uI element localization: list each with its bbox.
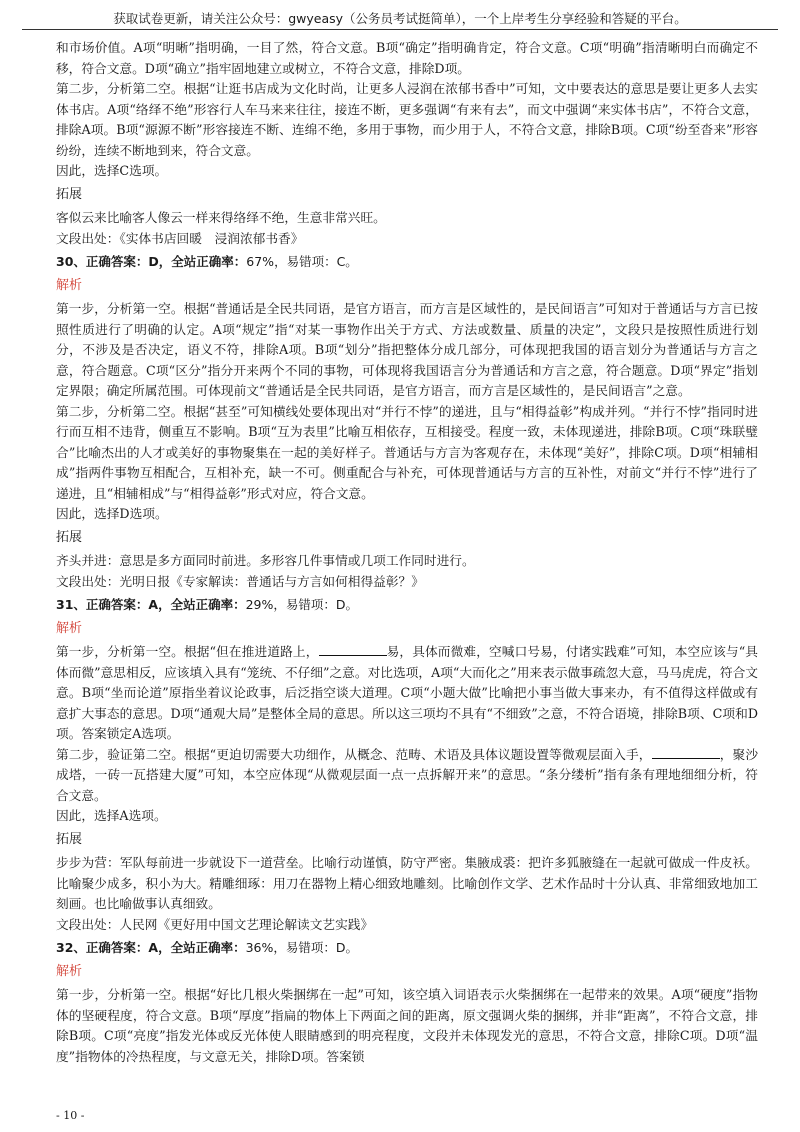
answer-line-32 xyxy=(56,938,758,959)
analysis-heading: 解析 xyxy=(56,620,83,636)
answer-head: 30、正确答案：D，全站正确率： xyxy=(56,254,247,269)
paragraph xyxy=(56,642,758,745)
source-line: 文段出处：人民网《更好用中国文艺理论解读文艺实践》 xyxy=(56,916,374,932)
fill-blank xyxy=(319,643,387,656)
paragraph: 因此，选择A选项。 xyxy=(56,808,167,823)
answer-rest: 29%，易错项：D。 xyxy=(245,597,358,612)
paragraph: 第一步，分析第一空。根据“普通话是全民共同语，是官方语言，而方言是区域性的，是民间语言”可知对于普通话与方言已按照性质进行了明确的认定。A项“规定”指“对某一事物作出关于方式、方法或数量、质量的决定”，文段只是按照性质进行划分，不涉及是否决定，语义不符，排除A项。B项“划分”指把整体分成几部分，可体现把我国的语言划分为普通话与方言之意，符合题意。C项“区分”指分开来两个不同的事物，可体现将我国语言分为普通话和方言之意，符合题意。D项“界定”指划定界限；确定所属范围。可体现前文“普通话是全民共同语，是官方语言，而方言是区域性的，是民间语言”之意。 xyxy=(56,301,758,398)
paragraph: 第二步，分析第二空。根据“甚至”可知横线处要体现出对“并行不悖”的递进，且与“相得益彰”构成并列。“并行不悖”指同时进行而互相不违背，侧重互不影响。B项“互为表里”比喻互相依存，互相接受。程度一致，未体现递进，排除B项。C项“珠联璧合”比喻杰出的人才或美好的事物聚集在一起的美好样子。普通话与方言为客观存在，未体现“美好”，排除C项。D项“相辅相成”指两件事物互相配合，互相补充，缺一不可。侧重配合与补充，可体现普通话与方言的互补性，对前文“并行不悖”进行了递进，且“相辅相成”与“相得益彰”形式对应，符合文意。 xyxy=(56,403,758,501)
text-run: 第一步，分析第一空。根据“但在推进道路上， xyxy=(56,644,319,659)
extension-heading: 拓展 xyxy=(56,529,83,545)
source-line: 文段出处：《实体书店回暖 浸润浓郁书香》 xyxy=(56,230,304,246)
paragraph xyxy=(56,745,758,807)
answer-rest: 36%，易错项：D。 xyxy=(245,940,358,955)
analysis-heading: 解析 xyxy=(56,963,83,979)
extension-body: 步步为营：军队每前进一步就设下一道营垒。比喻行动谨慎，防守严密。集腋成裘：把许多狐腋缝在一起就可做成一件皮袄。比喻聚少成多，积小为大。精雕细琢：用刀在器物上精心细致地雕刻。比喻创作文学、艺术作品时十分认真、非常细致地加工刻画。也比喻做事认真细致。 xyxy=(56,855,758,911)
extension-body: 客似云来比喻客人像云一样来得络绎不绝，生意非常兴旺。 xyxy=(56,210,386,225)
page-number: - 10 - xyxy=(56,1109,85,1122)
text-run: 第二步，验证第二空。根据“更迫切需要大功细作，从概念、范畴、术语及具体议题设置等微观层面入手， xyxy=(56,746,652,762)
answer-rest: 67%，易错项：C。 xyxy=(246,254,358,269)
paragraph: 第一步，分析第一空。根据“好比几根火柴捆绑在一起”可知，该空填入词语表示火柴捆绑在一起带来的效果。A项“硬度”指物体的坚硬程度，符合文意。B项“厚度”指扁的物体上下两面之间的距离，原文强调火柴的捆绑，并非“距离”，不符合文意，排除B项。C项“亮度”指发光体或反光体使人眼睛感到的明亮程度，文段并未体现发光的意思，不符合文意，排除C项。D项“温度”指物体的冷热程度，与文意无关，排除D项。答案锁 xyxy=(56,987,758,1064)
answer-line-30 xyxy=(56,252,758,273)
text-run: ，聚沙成塔，一砖一瓦搭建大厦”可知，本空应体现“从微观层面一点一点拆解开来”的意思。“条分缕析”指有条有理地细细分析，符合文意。 xyxy=(56,746,759,803)
extension-body: 齐头并进：意思是多方面同时前进。多形容几件事情或几项工作同时进行。 xyxy=(56,553,475,568)
source-line: 文段出处：光明日报《专家解读：普通话与方言如何相得益彰？》 xyxy=(56,573,424,589)
page-header xyxy=(0,0,800,32)
text-run: 易，具体而微难，空喊口号易，付诸实践难”可知，本空应该与“具体而微”意思相反，应该填入具有“笼统、不仔细”之意。对比选项，A项“大而化之”用来表示做事疏忽大意，马马虎虎，符合文意。B项“坐而论道”原指坐着议论政事，后泛指空谈大道理。C项“小题大做”比喻把小事当做大事来办，有不值得这样做或有意扩大事态的意思。D项“通观大局”是整体全局的意思。所以这三项均不具有“不细致”之意，不符合语境，排除B项、C项和D项。答案锁定A选项。 xyxy=(56,644,758,741)
header-notice: 获取试卷更新，请关注公众号：gwyeasy（公务员考试挺简单），一个上岸考生分享经验和答疑的平台。 xyxy=(113,11,687,26)
answer-line-31 xyxy=(56,595,758,616)
answer-head: 32、正确答案：A，全站正确率： xyxy=(56,940,246,955)
extension-heading: 拓展 xyxy=(56,831,83,847)
paragraph: 因此，选择D选项。 xyxy=(56,506,168,521)
paragraph: 第二步，分析第二空。根据“让逛书店成为文化时尚，让更多人浸润在浓郁书香中”可知，文中要表达的意思是要让更多人去实体书店。A项“络绎不绝”形容行人车马来来往往，接连不断，更多强调“有来有去”，而文中强调“来实体书店”，不符合文意，排除A项。B项“源源不断”形容接连不断、连绵不绝，多用于事物，而少用于人，不符合文意，排除B项。C项“纷至沓来”形容纷纷，连续不断地到来，符合文意。 xyxy=(56,81,758,158)
document-body xyxy=(56,38,758,1067)
answer-head: 31、正确答案：A，全站正确率： xyxy=(56,597,246,612)
paragraph: 因此，选择C选项。 xyxy=(56,163,168,178)
extension-heading: 拓展 xyxy=(56,186,83,202)
analysis-heading: 解析 xyxy=(56,277,83,293)
paragraph: 和市场价值。A项“明晰”指明确，一目了然，符合文意。B项“确定”指明确肯定，符合文意。C项“明确”指清晰明白而确定不移，符合文意。D项“确立”指牢固地建立或树立，不符合文意，排除D项。 xyxy=(56,40,758,76)
fill-blank xyxy=(652,746,720,759)
header-rule xyxy=(22,29,778,30)
